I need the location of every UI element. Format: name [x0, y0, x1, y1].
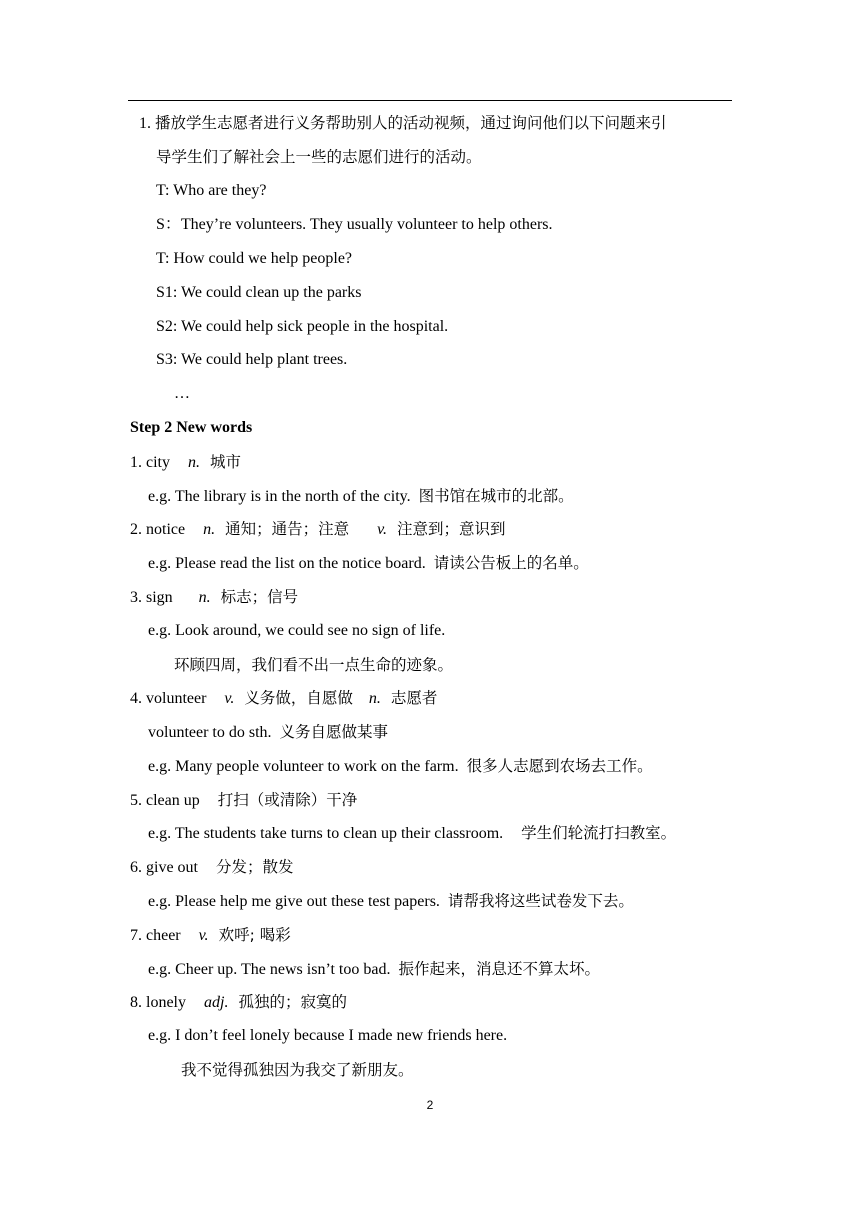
intro-line-2: 导学生们了解社会上一些的志愿们进行的活动。 [156, 148, 482, 166]
word-meaning: 打扫（或清除）干净 [217, 791, 358, 809]
intro-number: 1. [139, 115, 151, 132]
phrase-cn: 义务自愿做某事 [279, 723, 389, 741]
word-head: 8. lonely [130, 994, 186, 1011]
word-head: 6. give out [130, 859, 198, 876]
word-meaning-2: 注意到；意识到 [397, 520, 506, 538]
part-of-speech-2: n. [368, 690, 381, 707]
intro-line-1 [139, 113, 667, 133]
page-number: 2 [426, 1098, 434, 1112]
word-meaning: 孤独的；寂寞的 [238, 993, 347, 1011]
part-of-speech: v. [198, 927, 209, 944]
dialogue-line: T: Who are they? [156, 182, 267, 199]
example-en: e.g. I don’t feel lonely because I made new friends here. [148, 1027, 508, 1044]
word-entry-lonely [130, 992, 347, 1012]
word-entry-city [130, 452, 241, 472]
word-meaning: 城市 [210, 453, 242, 471]
word-meaning: 通知；通告；注意 [225, 520, 350, 538]
header-rule [128, 100, 732, 101]
example-line [148, 891, 634, 911]
example-line [148, 959, 600, 979]
phrase-en: volunteer to do sth. [148, 724, 272, 741]
example-cn: 我不觉得孤独因为我交了新朋友。 [181, 1061, 414, 1079]
example-cn: 请读公告板上的名单。 [433, 554, 589, 572]
word-meaning: 欢呼; 喝彩 [218, 926, 291, 944]
example-line [148, 486, 574, 506]
word-head: 4. volunteer [130, 690, 207, 707]
word-head: 3. sign [130, 589, 173, 606]
example-line [148, 553, 589, 573]
word-entry-volunteer [130, 688, 437, 708]
example-cn: 图书馆在城市的北部。 [418, 487, 574, 505]
word-meaning: 分发；散发 [216, 858, 294, 876]
step-heading: Step 2 New words [130, 419, 253, 436]
word-meaning: 义务做，自愿做 [244, 689, 353, 707]
ellipsis: … [174, 385, 190, 402]
part-of-speech-2: v. [377, 521, 388, 538]
word-entry-cheer [130, 925, 291, 945]
part-of-speech: adj. [204, 994, 229, 1011]
dialogue-line: T: How could we help people? [156, 250, 353, 267]
part-of-speech: v. [224, 690, 235, 707]
example-en: e.g. Please help me give out these test papers. [148, 893, 440, 910]
word-head: 7. cheer [130, 927, 181, 944]
part-of-speech: n. [203, 521, 216, 538]
word-head: 5. clean up [130, 792, 200, 809]
part-of-speech: n. [198, 589, 211, 606]
word-head: 1. city [130, 454, 170, 471]
example-en: e.g. Please read the list on the notice board. [148, 555, 426, 572]
example-en: e.g. Cheer up. The news isn’t too bad. [148, 961, 391, 978]
phrase-line [148, 722, 388, 742]
dialogue-line: S：They’re volunteers. They usually volunteer to help others. [156, 216, 553, 233]
example-line [148, 756, 653, 776]
word-meaning-2: 志愿者 [390, 689, 438, 707]
example-line [148, 823, 676, 843]
word-meaning: 标志；信号 [220, 588, 299, 606]
example-en: e.g. The students take turns to clean up their classroom. [148, 825, 504, 842]
example-en: e.g. Look around, we could see no sign of life. [148, 622, 446, 639]
word-entry-clean-up [130, 790, 357, 810]
example-cn: 振作起来，消息还不算太坏。 [398, 960, 600, 978]
example-en: e.g. Many people volunteer to work on the farm. [148, 758, 459, 775]
part-of-speech: n. [188, 454, 200, 471]
intro-text-1: 播放学生志愿者进行义务帮助别人的活动视频，通过询问他们以下问题来引 [155, 114, 667, 132]
example-cn: 环顾四周，我们看不出一点生命的迹象。 [174, 656, 454, 674]
word-entry-give-out [130, 857, 294, 877]
example-cn: 很多人志愿到农场去工作。 [466, 757, 653, 775]
example-en: e.g. The library is in the north of the city. [148, 488, 411, 505]
word-entry-sign [130, 587, 298, 607]
word-entry-notice [130, 519, 506, 539]
dialogue-line: S1: We could clean up the parks [156, 284, 362, 301]
example-cn: 学生们轮流打扫教室。 [521, 824, 677, 842]
dialogue-line: S2: We could help sick people in the hospital. [156, 318, 449, 335]
example-cn: 请帮我将这些试卷发下去。 [447, 892, 634, 910]
dialogue-line: S3: We could help plant trees. [156, 351, 348, 368]
word-head: 2. notice [130, 521, 186, 538]
